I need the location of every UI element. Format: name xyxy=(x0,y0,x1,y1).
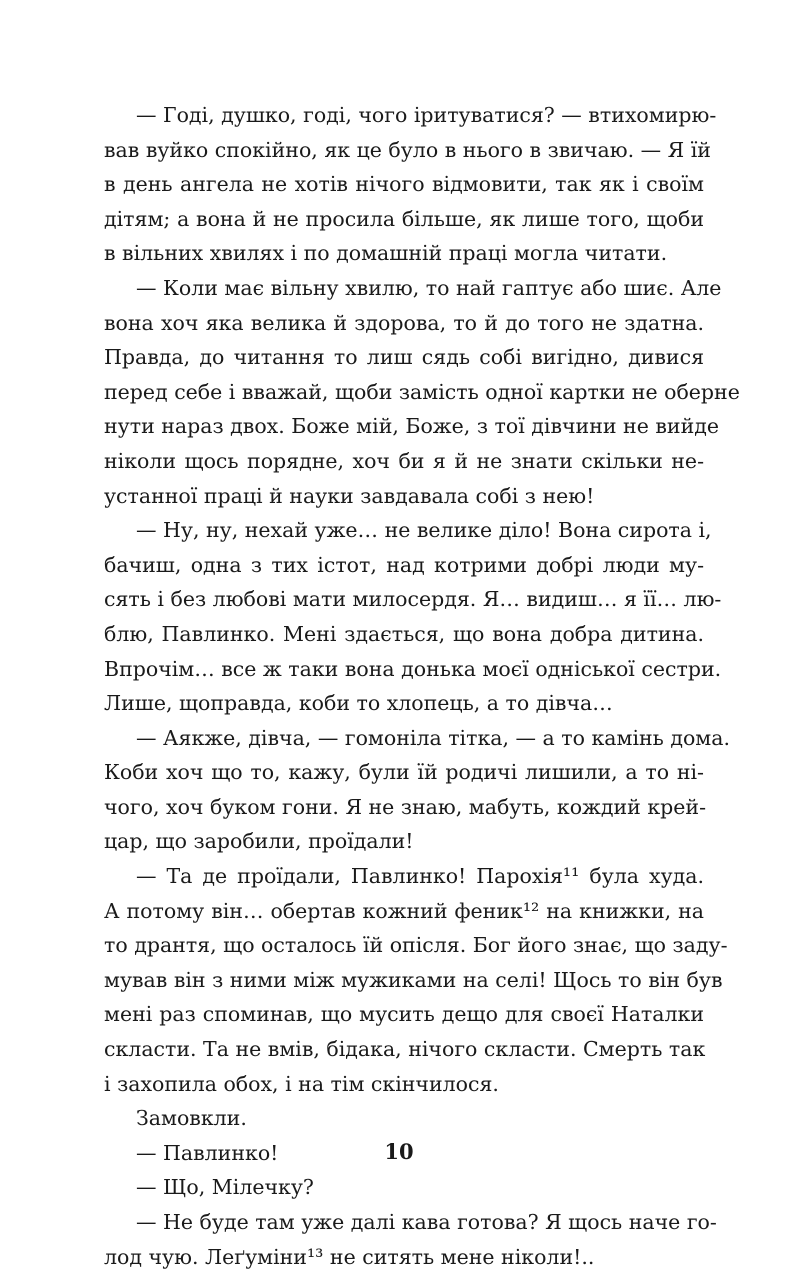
text-line: Замовкли. xyxy=(136,1106,247,1131)
text-line: — Павлинко! xyxy=(136,1140,279,1165)
text-line: дітям; а вона й не просила більше, як лише того, щоби xyxy=(104,206,704,231)
text-line: вав вуйко спокійно, як це було в нього в звичаю. — Я їй xyxy=(104,137,711,162)
text-line: в вільних хвилях і по домашній праці могла читати. xyxy=(104,241,668,266)
text-line: — Ну, ну, нехай уже… не велике діло! Вона сирота і, xyxy=(136,518,712,543)
text-line: цар, що заробили, проїдали! xyxy=(104,829,414,854)
text-line: перед себе і вважай, щоби замість одної картки не оберне xyxy=(104,379,740,404)
text-line: Правда, до читання то лиш сядь собі вигідно, дивися xyxy=(104,345,704,370)
text-line: — Що, Мілечку? xyxy=(136,1175,314,1200)
text-line: Коби хоч що то, кажу, були їй родичі лишили, а то ні- xyxy=(104,760,704,785)
text-line: устанної праці й науки завдавала собі з нею! xyxy=(104,483,595,508)
text-line: сять і без любові мати милосердя. Я… видиш… я її… лю- xyxy=(104,587,722,612)
text-line: — Не буде там уже далі кава готова? Я щось наче го- xyxy=(136,1210,717,1234)
text-line: блю, Павлинко. Мені здається, що вона добра дитина. xyxy=(104,621,704,646)
text-line: чого, хоч буком гони. Я не знаю, мабуть, кождий крей- xyxy=(104,794,707,819)
text-line: мував він з ними між мужиками на селі! Щось то він був xyxy=(104,967,723,992)
text-line: А потому він… обертав кожний феник¹² на книжки, на xyxy=(104,898,704,923)
text-line: — Та де проїдали, Павлинко! Парохія¹¹ була худа. xyxy=(136,864,704,889)
body-text xyxy=(104,98,740,1274)
text-line: в день ангела не хотів нічого відмовити, так як і своїм xyxy=(104,172,704,197)
text-line: ніколи щось порядне, хоч би я й не знати скільки не- xyxy=(104,448,704,473)
text-line: то дрантя, що осталось їй опісля. Бог його знає, що заду- xyxy=(104,933,728,958)
text-line: нути нараз двох. Боже мій, Боже, з тої дівчини не вийде xyxy=(104,414,719,439)
text-line: бачиш, одна з тих істот, над котрими добрі люди му- xyxy=(104,552,704,577)
text-line: мені раз споминав, що мусить дещо для своєї Наталки xyxy=(104,1002,704,1027)
text-line: Впрочім… все ж таки вона донька моєї одніської сестри. xyxy=(104,656,722,681)
text-line: — Коли має вільну хвилю, то най гаптує або шиє. Але xyxy=(136,275,722,300)
text-line: лод чую. Леґуміни¹³ не ситять мене ніколи!.. xyxy=(104,1244,595,1269)
text-line: — Аякже, дівча, — гомоніла тітка, — а то камінь дома. xyxy=(136,725,730,750)
text-line: скласти. Та не вмів, бідака, нічого скласти. Смерть так xyxy=(104,1037,706,1062)
text-line: вона хоч яка велика й здорова, то й до того не здатна. xyxy=(104,310,704,335)
text-line: і захопила обох, і на тім скінчилося. xyxy=(104,1071,499,1096)
text-line: — Годі, душко, годі, чого іритуватися? — втихомирю- xyxy=(136,103,717,127)
text-line: Лише, щоправда, коби то хлопець, а то дівча… xyxy=(104,691,613,716)
page-number: 10 xyxy=(384,1139,414,1164)
